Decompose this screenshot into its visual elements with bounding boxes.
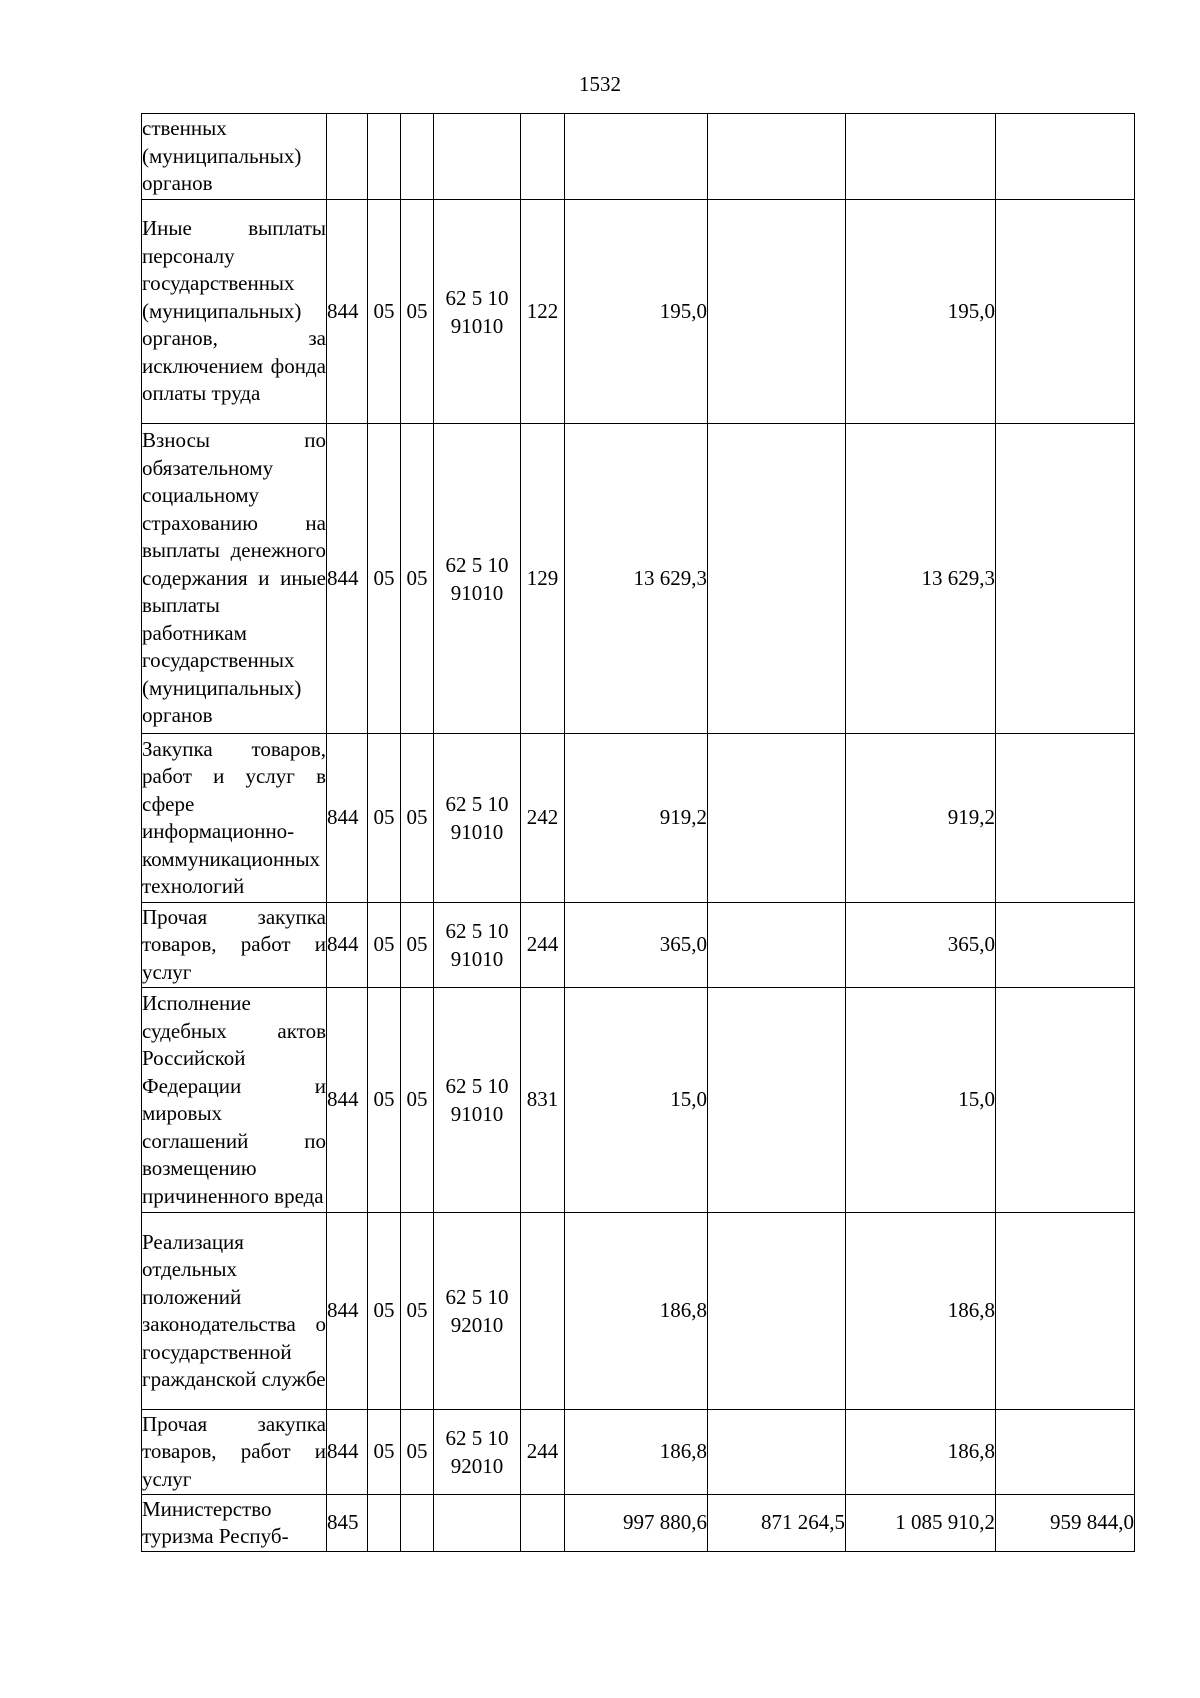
ministry-code-cell: 845 xyxy=(327,1495,368,1552)
ministry-code-cell: 844 xyxy=(327,903,368,988)
section-code-cell xyxy=(368,1495,401,1552)
expense-type-cell: 129 xyxy=(521,424,565,734)
ministry-code-cell xyxy=(327,114,368,200)
target-article-cell xyxy=(434,734,521,903)
amount-1-cell xyxy=(565,114,708,200)
section-code-cell: 05 xyxy=(368,988,401,1213)
amount-2-cell xyxy=(708,200,846,424)
subsection-code-cell: 05 xyxy=(401,903,434,988)
amount-4-cell xyxy=(996,114,1135,200)
expense-name-cell: Прочая закупка товаров, работ и услуг xyxy=(142,1410,327,1495)
target-article-part: 91010 xyxy=(450,580,504,605)
expense-type-cell xyxy=(521,114,565,200)
section-code-cell: 05 xyxy=(368,903,401,988)
amount-3-cell: 13 629,3 xyxy=(846,424,996,734)
amount-3-cell: 186,8 xyxy=(846,1213,996,1410)
table-row xyxy=(142,988,1135,1213)
target-article-part: 92010 xyxy=(450,1313,504,1337)
expense-type-cell: 831 xyxy=(521,988,565,1213)
amount-1-cell: 13 629,3 xyxy=(565,424,708,734)
amount-3-cell: 919,2 xyxy=(846,734,996,903)
expense-name-cell: Иные выплаты персоналу государственных (муниципальных) органов, за исключением фонда оплаты труда xyxy=(142,200,327,424)
target-article-part: 62 5 10 xyxy=(445,285,509,310)
subsection-code-cell: 05 xyxy=(401,1213,434,1410)
target-article-cell xyxy=(434,903,521,988)
target-article-cell xyxy=(434,988,521,1213)
table-row xyxy=(142,734,1135,903)
amount-4-cell xyxy=(996,200,1135,424)
expense-name-cell: Взносы по обязательному социальному страхованию на выплаты денежного содержания и иные выплаты работникам государственных (муниципальных) органов xyxy=(142,424,327,734)
amount-3-cell xyxy=(846,114,996,200)
target-article-part: 62 5 10 xyxy=(445,1426,509,1450)
target-article-part: 91010 xyxy=(450,1102,504,1126)
amount-1-cell: 15,0 xyxy=(565,988,708,1213)
ministry-code-cell: 844 xyxy=(327,424,368,734)
section-code-cell: 05 xyxy=(368,1213,401,1410)
target-article-part: 91010 xyxy=(450,820,504,844)
subsection-code-cell: 05 xyxy=(401,424,434,734)
target-article-part: 62 5 10 xyxy=(445,1074,509,1098)
section-code-cell: 05 xyxy=(368,1410,401,1495)
amount-2-cell xyxy=(708,1213,846,1410)
table-row xyxy=(142,424,1135,734)
expense-type-cell: 242 xyxy=(521,734,565,903)
page-number: 1532 xyxy=(579,72,621,96)
budget-table xyxy=(141,113,1135,1552)
table-row xyxy=(142,1495,1135,1552)
subsection-code-cell xyxy=(401,114,434,200)
ministry-code-cell: 844 xyxy=(327,200,368,424)
target-article-cell xyxy=(434,200,521,424)
amount-2-cell xyxy=(708,1410,846,1495)
table-row xyxy=(142,903,1135,988)
expense-name-cell: Исполнение судебных актов Российской Федерации и мировых соглашений по возмещению причиненного вреда xyxy=(142,988,327,1213)
target-article-part: 62 5 10 xyxy=(445,792,509,816)
target-article-part: 91010 xyxy=(450,947,504,971)
amount-4-cell xyxy=(996,1213,1135,1410)
amount-1-cell: 186,8 xyxy=(565,1213,708,1410)
amount-4-cell xyxy=(996,734,1135,903)
amount-3-cell: 1 085 910,2 xyxy=(846,1495,996,1552)
section-code-cell: 05 xyxy=(368,200,401,424)
table-body xyxy=(142,114,1135,1552)
section-code-cell: 05 xyxy=(368,734,401,903)
target-article-cell xyxy=(434,1213,521,1410)
amount-2-cell xyxy=(708,903,846,988)
subsection-code-cell: 05 xyxy=(401,200,434,424)
target-article-part: 62 5 10 xyxy=(445,552,509,577)
amount-2-cell xyxy=(708,424,846,734)
amount-3-cell: 195,0 xyxy=(846,200,996,424)
expense-type-cell xyxy=(521,1213,565,1410)
subsection-code-cell: 05 xyxy=(401,1410,434,1495)
amount-3-cell: 186,8 xyxy=(846,1410,996,1495)
ministry-code-cell: 844 xyxy=(327,1410,368,1495)
expense-name-cell: ственных (муниципальных) органов xyxy=(142,114,327,200)
amount-4-cell xyxy=(996,988,1135,1213)
expense-type-cell: 122 xyxy=(521,200,565,424)
amount-4-cell xyxy=(996,903,1135,988)
amount-2-cell: 871 264,5 xyxy=(708,1495,846,1552)
expense-name-cell: Министерство туризма Респуб- xyxy=(142,1495,327,1552)
target-article-part: 91010 xyxy=(450,313,504,338)
target-article-cell xyxy=(434,1495,521,1552)
subsection-code-cell: 05 xyxy=(401,734,434,903)
amount-2-cell xyxy=(708,734,846,903)
target-article-cell xyxy=(434,114,521,200)
section-code-cell xyxy=(368,114,401,200)
target-article-part: 62 5 10 xyxy=(445,919,509,943)
target-article-cell xyxy=(434,424,521,734)
amount-1-cell: 365,0 xyxy=(565,903,708,988)
table-row xyxy=(142,1213,1135,1410)
amount-1-cell: 919,2 xyxy=(565,734,708,903)
expense-name-cell: Прочая закупка товаров, работ и услуг xyxy=(142,903,327,988)
amount-2-cell xyxy=(708,114,846,200)
expense-type-cell: 244 xyxy=(521,1410,565,1495)
amount-2-cell xyxy=(708,988,846,1213)
expense-name-cell: Реализация отдельных положений законодательства о государственной гражданской службе xyxy=(142,1213,327,1410)
subsection-code-cell: 05 xyxy=(401,988,434,1213)
ministry-code-cell: 844 xyxy=(327,988,368,1213)
target-article-part: 92010 xyxy=(450,1454,504,1478)
expense-type-cell: 244 xyxy=(521,903,565,988)
amount-4-cell xyxy=(996,1410,1135,1495)
ministry-code-cell: 844 xyxy=(327,1213,368,1410)
subsection-code-cell xyxy=(401,1495,434,1552)
table-row xyxy=(142,114,1135,200)
target-article-part: 62 5 10 xyxy=(445,1285,509,1309)
amount-4-cell: 959 844,0 xyxy=(996,1495,1135,1552)
amount-3-cell: 15,0 xyxy=(846,988,996,1213)
amount-1-cell: 997 880,6 xyxy=(565,1495,708,1552)
ministry-code-cell: 844 xyxy=(327,734,368,903)
table-row xyxy=(142,200,1135,424)
amount-4-cell xyxy=(996,424,1135,734)
amount-1-cell: 195,0 xyxy=(565,200,708,424)
amount-1-cell: 186,8 xyxy=(565,1410,708,1495)
table-row xyxy=(142,1410,1135,1495)
expense-type-cell xyxy=(521,1495,565,1552)
expense-name-cell: Закупка товаров, работ и услуг в сфере информационно-коммуникационных технологий xyxy=(142,734,327,903)
target-article-cell xyxy=(434,1410,521,1495)
section-code-cell: 05 xyxy=(368,424,401,734)
amount-3-cell: 365,0 xyxy=(846,903,996,988)
